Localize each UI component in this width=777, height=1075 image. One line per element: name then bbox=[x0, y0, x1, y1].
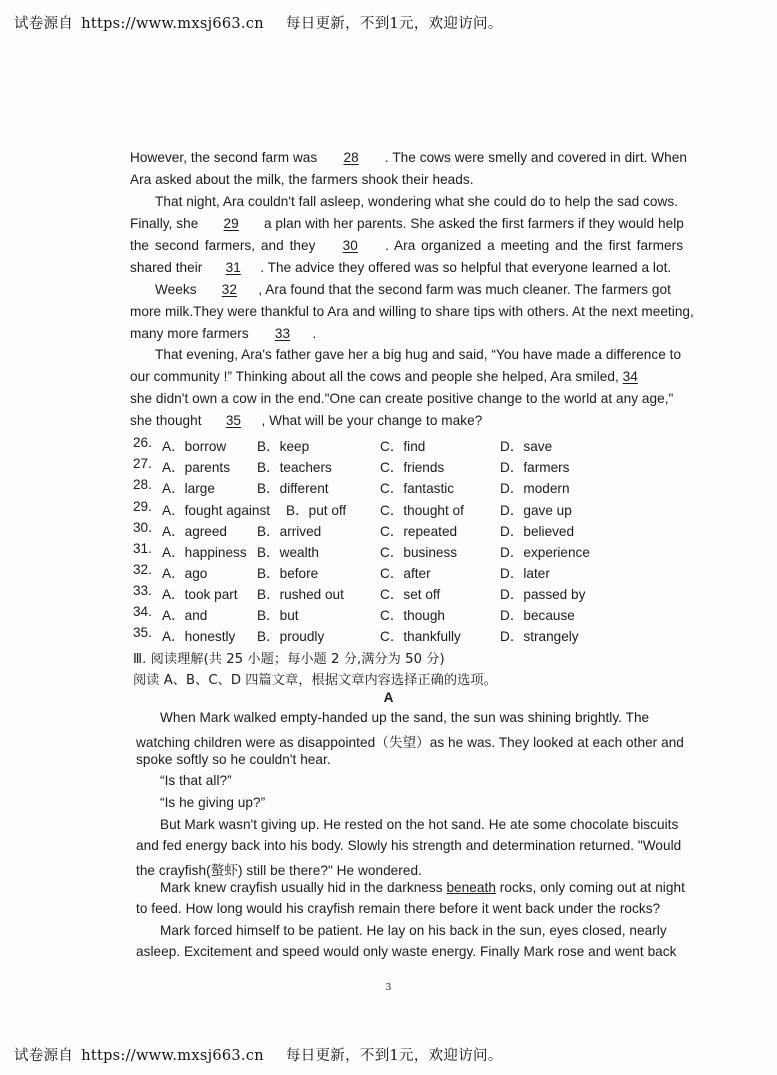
top-banner bbox=[14, 12, 503, 33]
passage-line bbox=[155, 282, 671, 297]
passage-text: . The advice they offered was so helpful that everyone learned a lot. bbox=[260, 260, 672, 275]
question-number: 26. bbox=[133, 435, 152, 450]
reading-line: Mark forced himself to be patient. He lay on his back in the sun, eyes closed, nearly bbox=[160, 923, 667, 938]
option-a[interactable]: A．agreed bbox=[162, 524, 227, 539]
option-c[interactable]: C．though bbox=[380, 608, 445, 623]
reading-line: When Mark walked empty-handed up the sand, the sun was shining brightly. The bbox=[160, 710, 650, 725]
reading-line: “Is that all?” bbox=[160, 773, 232, 788]
banner-url[interactable]: https://www.mxsj663.cn bbox=[81, 1048, 264, 1064]
option-d[interactable]: D．later bbox=[500, 566, 550, 581]
option-b[interactable]: B．put off bbox=[286, 503, 347, 518]
passage-line: That evening, Ara's father gave her a big hug and said, “You have made a difference to bbox=[155, 347, 682, 362]
option-a[interactable]: A．ago bbox=[162, 566, 208, 581]
passage-line bbox=[130, 216, 684, 231]
reading-line: But Mark wasn't giving up. He rested on the hot sand. He ate some chocolate biscuits bbox=[160, 817, 679, 832]
passage-text: our community !” Thinking about all the cows and people she helped, Ara smiled, bbox=[130, 369, 619, 384]
option-b[interactable]: B．arrived bbox=[257, 524, 322, 539]
reading-line bbox=[160, 880, 685, 895]
question-number: 30. bbox=[133, 520, 152, 535]
option-d[interactable]: D．believed bbox=[500, 524, 575, 539]
passage-text: Finally, she bbox=[130, 216, 199, 231]
passage-line: she didn't own a cow in the end."One can create positive change to the world at any age," bbox=[130, 391, 674, 406]
passage-text: , What will be your change to make? bbox=[261, 413, 483, 428]
reading-line: spoke softly so he couldn't hear. bbox=[136, 752, 331, 767]
option-b[interactable]: B．keep bbox=[257, 439, 310, 454]
passage-text: many more farmers bbox=[130, 326, 249, 341]
passage-line bbox=[130, 326, 316, 341]
blank-28: 28 bbox=[343, 150, 359, 165]
reading-line: watching children were as disappointed（失望）as he was. They looked at each other and bbox=[136, 735, 684, 750]
underlined-word: beneath bbox=[446, 880, 496, 895]
blank-30: 30 bbox=[342, 238, 358, 253]
option-c[interactable]: C．friends bbox=[380, 460, 445, 475]
option-a[interactable]: A．happiness bbox=[162, 545, 247, 560]
question-number: 35. bbox=[133, 625, 152, 640]
option-c[interactable]: C．fantastic bbox=[380, 481, 455, 496]
reading-line: “Is he giving up?” bbox=[160, 795, 266, 810]
banner-url[interactable]: https://www.mxsj663.cn bbox=[81, 16, 264, 32]
option-d[interactable]: D．strangely bbox=[500, 629, 579, 644]
passage-letter: A bbox=[383, 690, 394, 705]
passage-text: . The cows were smelly and covered in dirt. When bbox=[384, 150, 688, 165]
passage-line: That night, Ara couldn't fall asleep, wondering what she could do to help the sad cows. bbox=[155, 194, 679, 209]
reading-line: and fed energy back into his body. Slowly his strength and determination returned. "Would bbox=[136, 838, 682, 853]
passage-text: a plan with her parents. She asked the first farmers if they would help bbox=[264, 216, 684, 231]
option-b[interactable]: B．but bbox=[257, 608, 299, 623]
reading-text: rocks, only coming out at night bbox=[499, 880, 685, 895]
option-b[interactable]: B．wealth bbox=[257, 545, 319, 560]
passage-line bbox=[130, 260, 671, 275]
option-c[interactable]: C．thankfully bbox=[380, 629, 461, 644]
passage-text: . Ara organized a meeting and the first farmers bbox=[385, 238, 684, 253]
question-number: 28. bbox=[133, 477, 152, 492]
option-d[interactable]: D．because bbox=[500, 608, 575, 623]
blank-31: 31 bbox=[225, 260, 241, 275]
blank-32: 32 bbox=[221, 282, 237, 297]
option-c[interactable]: C．repeated bbox=[380, 524, 458, 539]
option-c[interactable]: C．find bbox=[380, 439, 426, 454]
passage-text: shared their bbox=[130, 260, 203, 275]
option-b[interactable]: B．teachers bbox=[257, 460, 332, 475]
option-a[interactable]: A．large bbox=[162, 481, 215, 496]
passage-text: Weeks bbox=[155, 282, 197, 297]
question-number: 34. bbox=[133, 604, 152, 619]
passage-line bbox=[130, 238, 683, 253]
banner-prefix: 试卷源自 bbox=[14, 1048, 74, 1064]
bottom-banner bbox=[14, 1044, 503, 1065]
option-a[interactable]: A．and bbox=[162, 608, 208, 623]
option-d[interactable]: D．farmers bbox=[500, 460, 570, 475]
passage-text: the second farmers, and they bbox=[130, 238, 316, 253]
passage-line bbox=[130, 413, 482, 428]
section-instruction: 阅读 A、B、C、D 四篇文章，根据文章内容选择正确的选项。 bbox=[133, 673, 497, 688]
option-d[interactable]: D．experience bbox=[500, 545, 590, 560]
question-number: 33. bbox=[133, 583, 152, 598]
banner-prefix: 试卷源自 bbox=[14, 16, 74, 32]
blank-33: 33 bbox=[274, 326, 291, 341]
page-number: 3 bbox=[385, 983, 392, 993]
option-b[interactable]: B．different bbox=[257, 481, 329, 496]
section-heading: Ⅲ. 阅读理解(共 25 小题；每小题 2 分,满分为 50 分) bbox=[133, 652, 445, 667]
banner-suffix: 每日更新，不到1元，欢迎访问。 bbox=[285, 1048, 503, 1064]
option-a[interactable]: A．fought against bbox=[162, 503, 271, 518]
passage-line bbox=[130, 369, 659, 384]
reading-line: to feed. How long would his crayfish remain there before it went back under the rocks? bbox=[136, 901, 661, 916]
option-a[interactable]: A．honestly bbox=[162, 629, 236, 644]
reading-text: Mark knew crayfish usually hid in the darkness bbox=[160, 880, 443, 895]
option-a[interactable]: A．parents bbox=[162, 460, 231, 475]
option-d[interactable]: D．passed by bbox=[500, 587, 586, 602]
passage-text: , Ara found that the second farm was much cleaner. The farmers got bbox=[258, 282, 671, 297]
passage-text: However, the second farm was bbox=[130, 150, 318, 165]
question-number: 32. bbox=[133, 562, 152, 577]
blank-35: 35 bbox=[225, 413, 242, 428]
option-a[interactable]: A．took part bbox=[162, 587, 238, 602]
passage-line: more milk.They were thankful to Ara and willing to share tips with others. At the next meeting, bbox=[130, 304, 694, 319]
blank-29: 29 bbox=[223, 216, 239, 231]
option-d[interactable]: D．gave up bbox=[500, 503, 572, 518]
option-a[interactable]: A．borrow bbox=[162, 439, 227, 454]
question-number: 27. bbox=[133, 456, 152, 471]
option-b[interactable]: B．before bbox=[257, 566, 319, 581]
reading-line: asleep. Excitement and speed would only waste energy. Finally Mark rose and went back bbox=[136, 944, 677, 959]
option-b[interactable]: B．proudly bbox=[257, 629, 325, 644]
option-d[interactable]: D．save bbox=[500, 439, 553, 454]
blank-34: 34 bbox=[622, 369, 638, 384]
passage-text: . bbox=[312, 326, 317, 341]
question-number: 31. bbox=[133, 541, 152, 556]
option-c[interactable]: C．after bbox=[380, 566, 431, 581]
option-c[interactable]: C．thought of bbox=[380, 503, 464, 518]
option-d[interactable]: D．modern bbox=[500, 481, 570, 496]
reading-line: the crayfish(螯虾) still be there?" He wondered. bbox=[136, 863, 422, 878]
option-c[interactable]: C．set off bbox=[380, 587, 441, 602]
option-c[interactable]: C．business bbox=[380, 545, 458, 560]
passage-line: Ara asked about the milk, the farmers shook their heads. bbox=[130, 172, 474, 187]
question-number: 29. bbox=[133, 499, 152, 514]
option-b[interactable]: B．rushed out bbox=[257, 587, 344, 602]
banner-suffix: 每日更新，不到1元，欢迎访问。 bbox=[285, 16, 503, 32]
passage-line bbox=[130, 150, 687, 165]
passage-text: she thought bbox=[130, 413, 202, 428]
